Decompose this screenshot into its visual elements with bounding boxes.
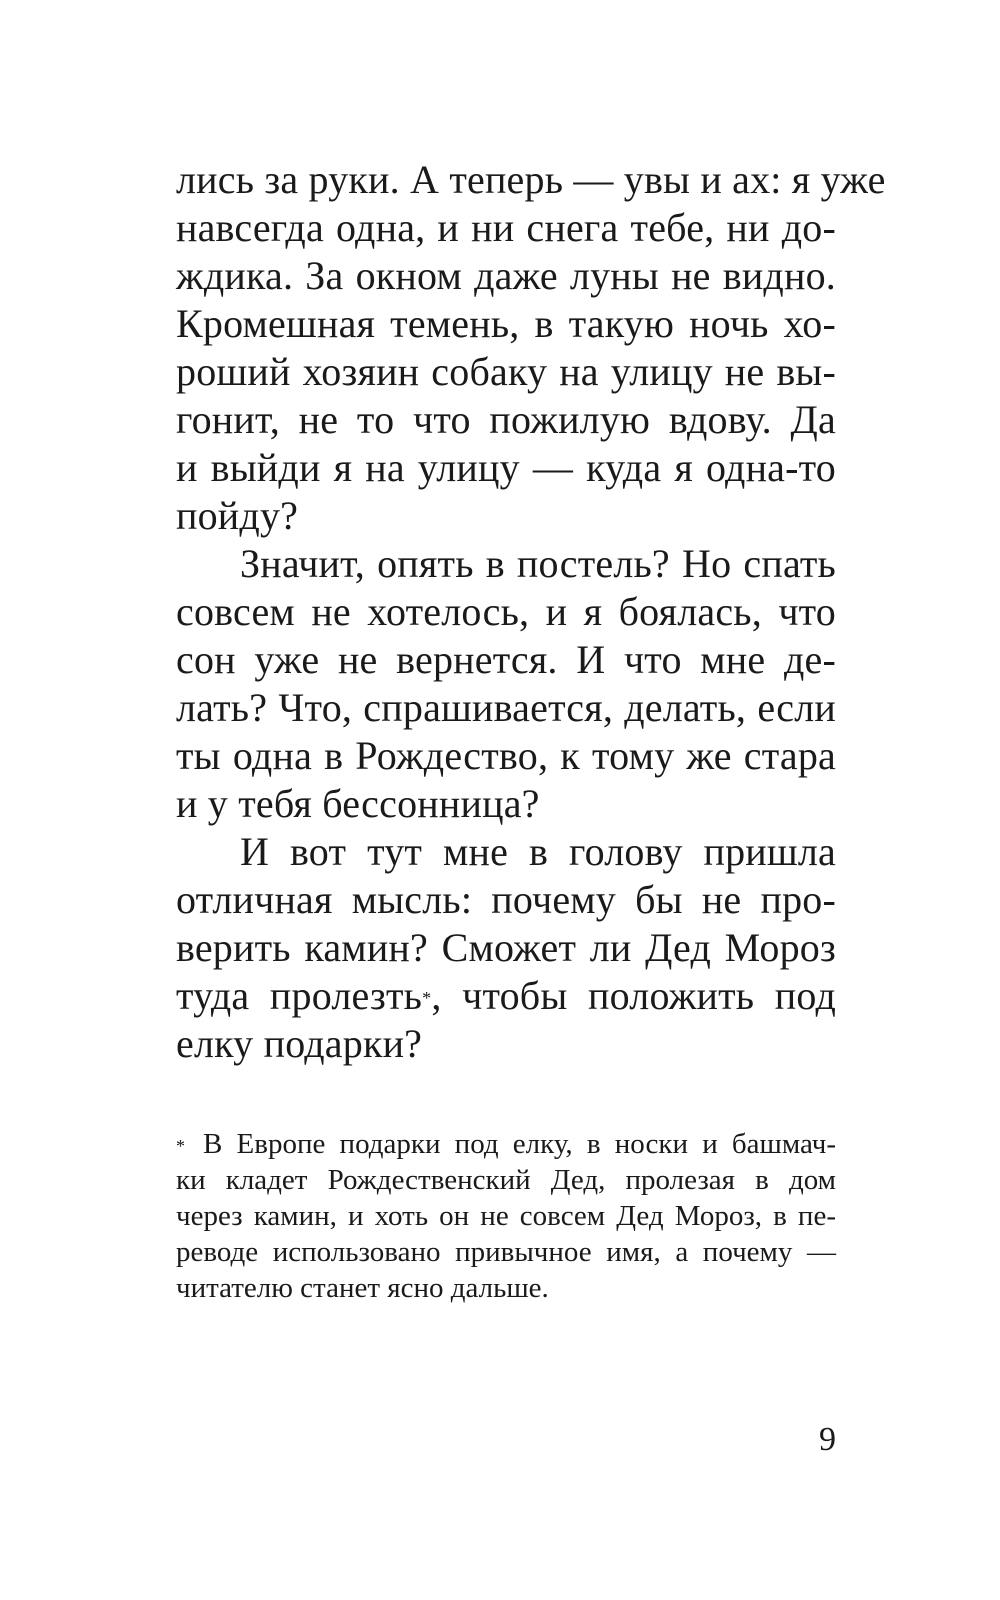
text-line: лись за руки. А теперь — увы и ах: я уже — [176, 157, 886, 202]
text-line: елку подарки? — [176, 1021, 423, 1066]
text-segment: , чтобы положить под — [431, 973, 837, 1018]
footnote — [176, 1126, 836, 1306]
text-line: совсем не хотелось, и я боялась, что — [176, 589, 836, 634]
text-line: и выйди я на улицу — куда я одна-то — [176, 445, 836, 490]
footnote-line: читателю станет ясно дальше. — [176, 1272, 549, 1304]
text-line: Значит, опять в постель? Но спать — [240, 541, 836, 586]
footnote-marker: * — [176, 1136, 185, 1156]
text-line: верить камин? Сможет ли Дед Мороз — [176, 925, 836, 970]
text-line: И вот тут мне в голову пришла — [240, 829, 836, 874]
text-line: ты одна в Рождество, к тому же стара — [176, 733, 836, 778]
text-line: лать? Что, спрашивается, делать, если — [176, 685, 836, 730]
text-line: Кромешная темень, в такую ночь хо- — [176, 301, 836, 346]
footnote-line: через камин, и хоть он не совсем Дед Мороз, в пе- — [176, 1200, 836, 1232]
text-line: отличная мысль: почему бы не про- — [176, 877, 836, 922]
text-line: сон уже не вернется. И что мне де- — [176, 637, 836, 682]
text-line: гонит, не то что пожилую вдову. Да — [176, 397, 836, 442]
text-line: и у тебя бессонница? — [176, 781, 540, 826]
main-text — [176, 156, 886, 1068]
footnote-line — [176, 1126, 836, 1162]
footnote-text: В Европе подарки под елку, в носки и башмач- — [203, 1128, 836, 1160]
text-line: навсегда одна, и ни снега тебе, ни до- — [176, 205, 836, 250]
footnote-line: реводе использовано привычное имя, а почему — — [176, 1236, 836, 1268]
page-number: 9 — [819, 1421, 836, 1458]
text-line: ждика. За окном даже луны не видно. — [176, 253, 836, 298]
footnote-reference: * — [422, 988, 432, 1008]
footnote-line: ки кладет Рождественский Дед, пролезая в дом — [176, 1164, 836, 1196]
text-line: пойду? — [176, 493, 299, 538]
text-line: роший хозяин собаку на улицу не вы- — [176, 349, 836, 394]
text-segment: туда пролезть — [176, 973, 423, 1018]
text-line-with-footnote-ref — [176, 972, 836, 1020]
